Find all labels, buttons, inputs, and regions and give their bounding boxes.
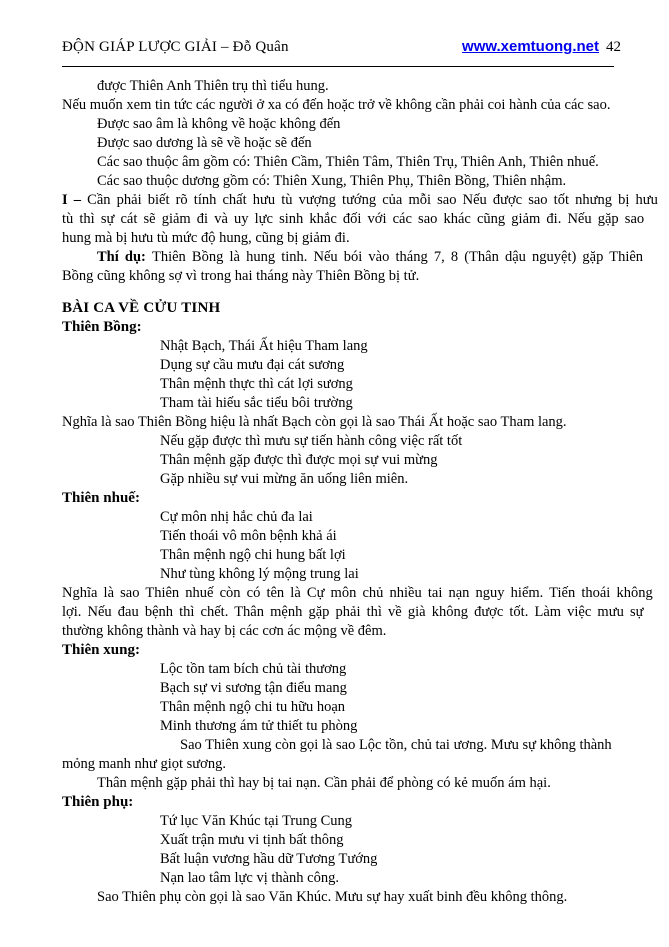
paragraph-line: Bồng cũng không sợ vì trong hai tháng này Thiên Bồng bị tử. — [62, 268, 420, 284]
paragraph-line: Các sao thuộc dương gồm có: Thiên Xung, Thiên Phụ, Thiên Bồng, Thiên nhậm. — [97, 173, 567, 189]
verse-line: Nếu gặp được thì mưu sự tiến hành công việc rất tốt — [160, 433, 463, 449]
bold-lead: I – — [62, 192, 88, 208]
bold-lead: Thí dụ: — [97, 249, 152, 265]
document-title: ĐỘN GIÁP LƯỢC GIẢI – Đỗ Quân — [62, 39, 289, 55]
section-heading: BÀI CA VỀ CỬU TINH — [62, 300, 221, 316]
paragraph-line: thường không thành và hay bị các cơn ác mộng về đêm. — [62, 623, 387, 639]
paragraph-line: hung mà bị hưu tù mức độ hung, cũng bị giảm đi. — [62, 230, 350, 246]
paragraph-line: Được sao dương là sẽ về hoặc sẽ đến — [97, 135, 312, 151]
page-number: 42 — [606, 39, 621, 55]
verse-line: Thân mệnh ngộ chi tu hữu hoạn — [160, 699, 346, 715]
star-name-label: Thiên Bồng: — [62, 319, 142, 335]
verse-line: Nhật Bạch, Thái Ất hiệu Tham lang — [160, 338, 368, 354]
paragraph-line: Thí dụ: Thiên Bồng là hung tinh. Nếu bói vào tháng 7, 8 (Thân dậu nguyệt) gặp Thiên — [97, 249, 644, 265]
paragraph-line: I – Cần phải biết rõ tính chất hưu tù vượng tướng của mỗi sao Nếu được sao tốt nhưng bị hưu — [62, 192, 658, 208]
star-name-label: Thiên nhuế: — [62, 490, 140, 506]
star-name-label: Thiên xung: — [62, 642, 140, 658]
verse-line: Cự môn nhị hắc chủ đa lai — [160, 509, 313, 525]
website-link[interactable]: www.xemtuong.net — [462, 38, 599, 55]
verse-line: Xuất trận mưu vi tịnh bất thông — [160, 832, 344, 848]
verse-line: Bất luận vương hầu dữ Tương Tướng — [160, 851, 378, 867]
star-name-label: Thiên phụ: — [62, 794, 134, 810]
paragraph-line: Nghĩa là sao Thiên Bồng hiệu là nhất Bạch còn gọi là sao Thái Ất hoặc sao Tham lang. — [62, 414, 567, 430]
verse-line: Dụng sự cầu mưu đại cát sương — [160, 357, 345, 373]
header-right — [462, 38, 621, 56]
paragraph-line: mỏng manh như giọt sương. — [62, 756, 226, 772]
paragraph-line: Sao Thiên xung còn gọi là sao Lộc tồn, chủ tai ương. Mưu sự không thành — [180, 737, 612, 753]
verse-line: Thân mệnh thực thì cát lợi sương — [160, 376, 353, 392]
page-header — [62, 38, 621, 56]
verse-line: Tứ lục Văn Khúc tại Trung Cung — [160, 813, 353, 829]
verse-line: Thân mệnh gặp được thì được mọi sự vui mừng — [160, 452, 438, 468]
paragraph-line: tù thì sự cát sẽ giảm đi và uy lực sinh khắc đối với các sao khác cũng giảm đi. Nếu gặp sao — [62, 211, 645, 227]
paragraph-line: được Thiên Anh Thiên trụ thì tiểu hung. — [97, 78, 329, 94]
verse-line: Gặp nhiều sự vui mừng ăn uống liên miên. — [160, 471, 409, 487]
verse-line: Như tùng không lý mộng trung lai — [160, 566, 359, 582]
paragraph-line: Các sao thuộc âm gồm có: Thiên Cầm, Thiên Tâm, Thiên Trụ, Thiên Anh, Thiên nhuế. — [97, 154, 599, 170]
verse-line: Bạch sự vi sương tận điểu mang — [160, 680, 347, 696]
header-divider — [62, 66, 614, 67]
paragraph-line: Thân mệnh gặp phải thì hay bị tai nạn. Cần phải để phòng có kẻ muốn ám hại. — [97, 775, 551, 791]
verse-line: Thân mệnh ngộ chi hung bất lợi — [160, 547, 346, 563]
paragraph-line: Được sao âm là không về hoặc không đến — [97, 116, 341, 132]
paragraph-line: Sao Thiên phụ còn gọi là sao Văn Khúc. Mưu sự hay xuất binh đều không thông. — [97, 889, 568, 905]
paragraph-line: Nghĩa là sao Thiên nhuế còn có tên là Cự môn chủ nhiều tai nạn nguy hiểm. Tiến thoái không — [62, 585, 653, 601]
verse-line: Lộc tồn tam bích chủ tài thương — [160, 661, 347, 677]
verse-line: Tham tài hiếu sắc tiểu bôi trường — [160, 395, 353, 411]
paragraph-line: lợi. Nếu đau bệnh thì chết. Thân mệnh gặp phải thì về già không được tốt. Làm việc mưu sự — [62, 604, 644, 620]
verse-line: Minh thương ám tử thiết tu phòng — [160, 718, 358, 734]
document-body — [62, 77, 658, 907]
verse-line: Nạn lao tâm lực vị thành công. — [160, 870, 339, 886]
verse-line: Tiến thoái vô môn bệnh khả ái — [160, 528, 337, 544]
paragraph-line: Nếu muốn xem tin tức các người ở xa có đến hoặc trở về không cần phải coi hành của các sao. — [62, 97, 611, 113]
